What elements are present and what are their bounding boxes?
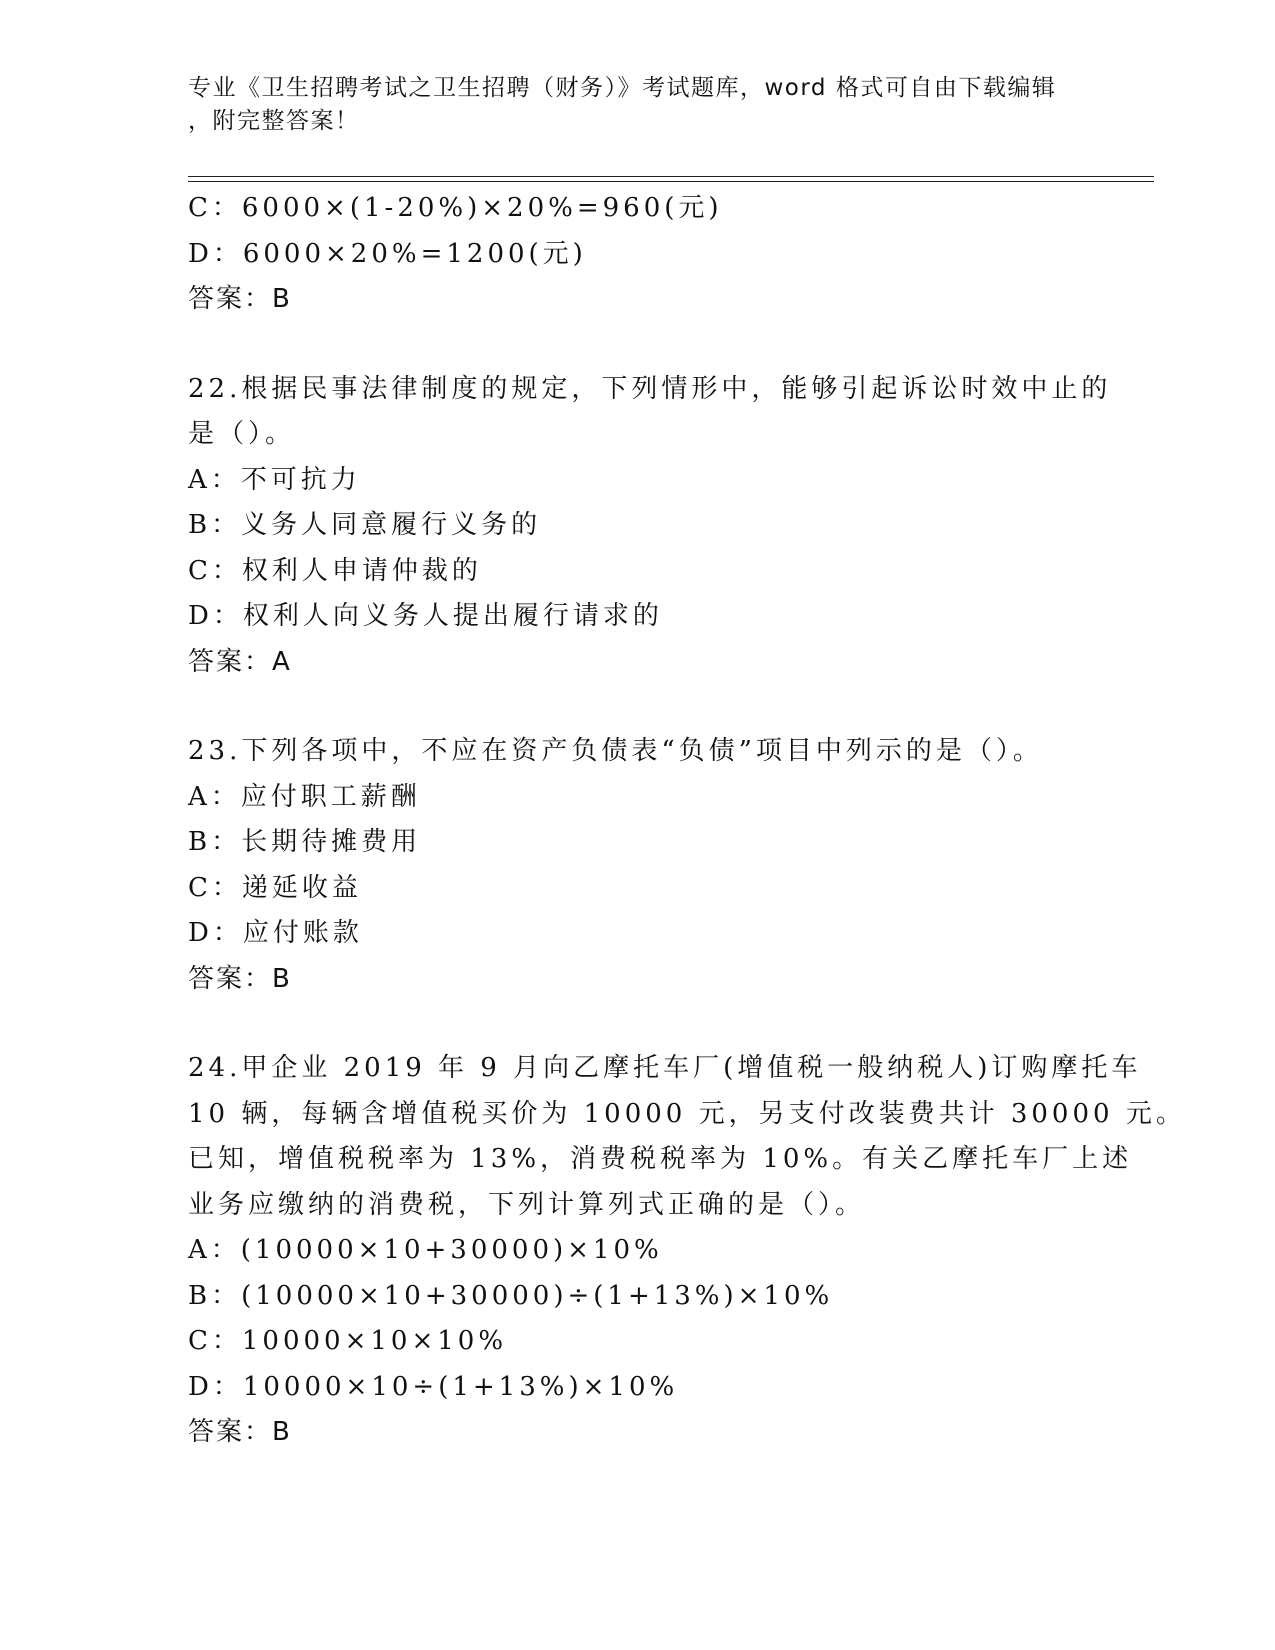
answer-line: 答案：B bbox=[188, 284, 292, 314]
header-line-2: ，附完整答案！ bbox=[188, 108, 360, 134]
option-c: C：10000×10×10% bbox=[188, 1326, 508, 1356]
carryover-block bbox=[188, 186, 1088, 323]
option-b: B：义务人同意履行义务的 bbox=[188, 510, 542, 540]
question-stem-line: 是（）。 bbox=[188, 419, 296, 449]
option-d: D：权利人向义务人提出履行请求的 bbox=[188, 601, 663, 631]
header-divider-top bbox=[188, 176, 1154, 177]
question-stem-line: 10 辆，每辆含增值税买价为 10000 元，另支付改装费共计 30000 元。 bbox=[188, 1098, 1186, 1129]
option-d: D：6000×20%=1200(元) bbox=[188, 238, 587, 269]
document-header bbox=[188, 72, 1088, 138]
question-stem-line: 22.根据民事法律制度的规定，下列情形中，能够引起诉讼时效中止的 bbox=[188, 373, 1112, 404]
question-stem-line: 23.下列各项中，不应在资产负债表“负债”项目中列示的是（）。 bbox=[188, 736, 1043, 766]
question-gap bbox=[188, 685, 1088, 729]
option-c: C：权利人申请仲裁的 bbox=[188, 555, 482, 586]
option-a: A：应付职工薪酬 bbox=[188, 781, 421, 812]
question-stem-line: 24.甲企业 2019 年 9 月向乙摩托车厂(增值税一般纳税人)订购摩托车 bbox=[188, 1053, 1142, 1083]
header-line-1: 专业《卫生招聘考试之卫生招聘（财务）》考试题库，word 格式可自由下载编辑 bbox=[188, 75, 1057, 101]
option-b: B：长期待摊费用 bbox=[188, 827, 422, 857]
option-c: C：6000×(1-20%)×20%=960(元) bbox=[188, 193, 723, 223]
question-24 bbox=[188, 1046, 1186, 1456]
question-gap bbox=[188, 323, 1088, 367]
answer-line: 答案：A bbox=[188, 646, 292, 677]
answer-line: 答案：B bbox=[188, 1417, 292, 1447]
option-d: D：应付账款 bbox=[188, 918, 363, 948]
question-gap bbox=[188, 1002, 1088, 1046]
option-d: D：10000×10÷(1+13%)×10% bbox=[188, 1371, 679, 1402]
question-22 bbox=[188, 367, 1112, 686]
option-a: A：(10000×10+30000)×10% bbox=[188, 1235, 663, 1265]
option-b: B：(10000×10+30000)÷(1+13%)×10% bbox=[188, 1280, 834, 1311]
question-23 bbox=[188, 729, 1088, 1002]
question-stem-line: 已知，增值税税率为 13%，消费税税率为 10%。有关乙摩托车厂上述 bbox=[188, 1144, 1133, 1174]
option-c: C：递延收益 bbox=[188, 872, 362, 903]
document-body bbox=[188, 186, 1186, 1456]
header-divider-bottom bbox=[188, 181, 1154, 182]
option-a: A：不可抗力 bbox=[188, 464, 361, 495]
answer-line: 答案：B bbox=[188, 963, 292, 994]
question-stem-line: 业务应缴纳的消费税，下列计算列式正确的是（）。 bbox=[188, 1189, 866, 1220]
